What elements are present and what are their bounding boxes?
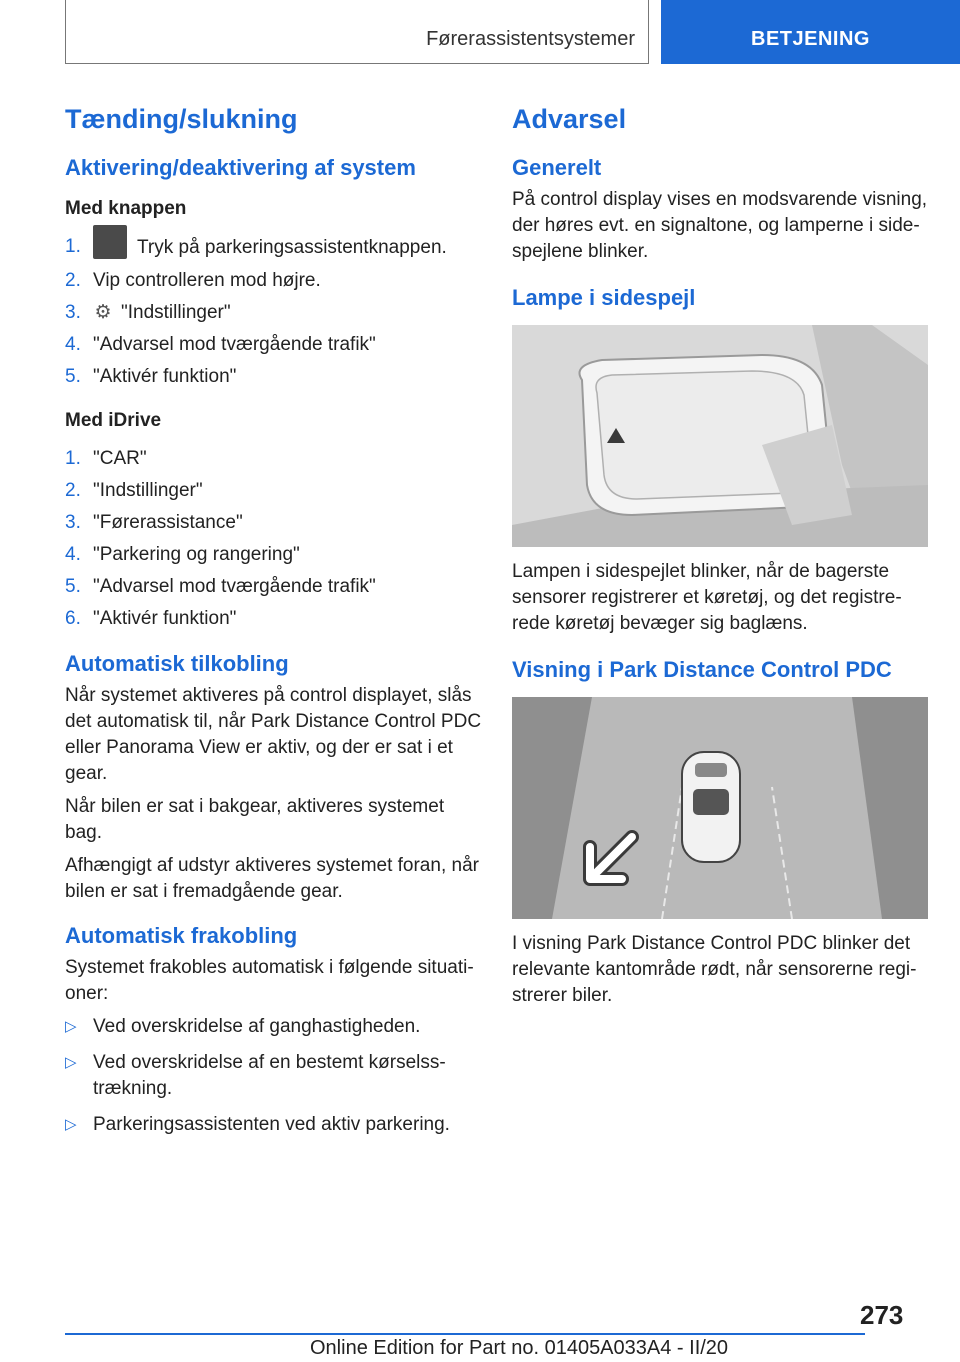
- list-item: 6. "Aktivér funktion": [65, 608, 237, 629]
- side-mirror-image: [512, 325, 928, 547]
- label-with-button: Med knappen: [65, 198, 187, 219]
- list-item: 3. ⚙ "Indstillinger": [65, 297, 485, 329]
- list-item: 5. "Advarsel mod tværgående trafik": [65, 576, 376, 597]
- footer-edition: Online Edition for Part no. 01405A033A4 - II/20: [310, 1337, 729, 1359]
- pdc-view-image: [512, 697, 928, 919]
- heading-auto-off: Automatisk frakobling: [65, 923, 298, 948]
- list-item: 2. "Indstillinger": [65, 480, 203, 501]
- left-column: [65, 100, 485, 1148]
- page-number: 273: [860, 1300, 904, 1330]
- header-title: Førerassistentsystemer: [426, 28, 635, 50]
- heading-auto-on: Automatisk tilkobling: [65, 651, 289, 676]
- heading-switch-on-off: Tænding/slukning: [65, 104, 298, 134]
- list-item: 2. Vip controlleren mod højre.: [65, 270, 321, 291]
- mirror-caption: Lampen i sidespejlet blinker, når de bagerste sensorer registrerer et køretøj, og det registrerede køretøj bevæger sig baglæns.: [512, 561, 902, 634]
- label-with-idrive: Med iDrive: [65, 410, 162, 431]
- heading-general: Generelt: [512, 155, 602, 180]
- heading-activation: Aktivering/deaktivering af system: [65, 155, 416, 180]
- auto-on-p3: Afhængigt af udstyr aktiveres systemet foran, når bilen er sat i fremadgående gear.: [65, 855, 479, 902]
- heading-warning: Advarsel: [512, 104, 627, 134]
- auto-on-p2: Når bilen er sat i bakgear, aktiveres systemet bag.: [65, 796, 445, 843]
- list-item: ▷ Ved overskridelse af en bestemt kørselsstrækning.: [65, 1052, 446, 1099]
- section-tab[interactable]: [661, 0, 960, 64]
- list-item: ▷ Parkeringsassistenten ved aktiv parkering.: [65, 1112, 485, 1138]
- parking-assistant-button-icon: [93, 225, 127, 259]
- triangle-bullet-icon: ▷: [65, 1116, 77, 1133]
- list-item: 4. "Parkering og rangering": [65, 544, 300, 565]
- auto-off-intro: Systemet frakobles automatisk i følgende situationer:: [65, 957, 474, 1004]
- triangle-bullet-icon: ▷: [65, 1018, 77, 1035]
- gear-icon: ⚙: [94, 302, 112, 323]
- general-text: På control display vises en modsvarende visning, der høres evt. en signaltone, og lamperne i sidespejlene blinker.: [512, 189, 928, 262]
- steps-with-button: [65, 231, 485, 393]
- list-item: 1. Tryk på parkeringsassistentknappen.: [65, 231, 485, 265]
- heading-pdc-view: Visning i Park Distance Control PDC: [512, 657, 892, 682]
- section-tab-label: BETJENING: [751, 28, 870, 50]
- auto-on-p1: Når systemet aktiveres på control displayet, slås det automatisk til, når Park Distance Control PDC eller Panorama View er aktiv, og der er sat i et gear.: [65, 685, 482, 784]
- right-column: [512, 100, 930, 1016]
- list-item: 5. "Aktivér funktion": [65, 366, 237, 387]
- pdc-caption: I visning Park Distance Control PDC blinker det relevante kantområde rødt, når sensorerne registrerer biler.: [512, 933, 917, 1006]
- heading-mirror-lamp: Lampe i sidespejl: [512, 285, 696, 310]
- list-item: 1. "CAR": [65, 448, 147, 469]
- list-item: 3. "Førerassistance": [65, 512, 243, 533]
- list-item: 4. "Advarsel mod tværgående trafik": [65, 334, 376, 355]
- footer-divider: [65, 1333, 865, 1335]
- steps-with-idrive: [65, 443, 485, 635]
- list-item: ▷ Ved overskridelse af ganghastigheden.: [65, 1014, 485, 1040]
- triangle-bullet-icon: ▷: [65, 1054, 77, 1071]
- auto-off-list: [65, 1014, 485, 1138]
